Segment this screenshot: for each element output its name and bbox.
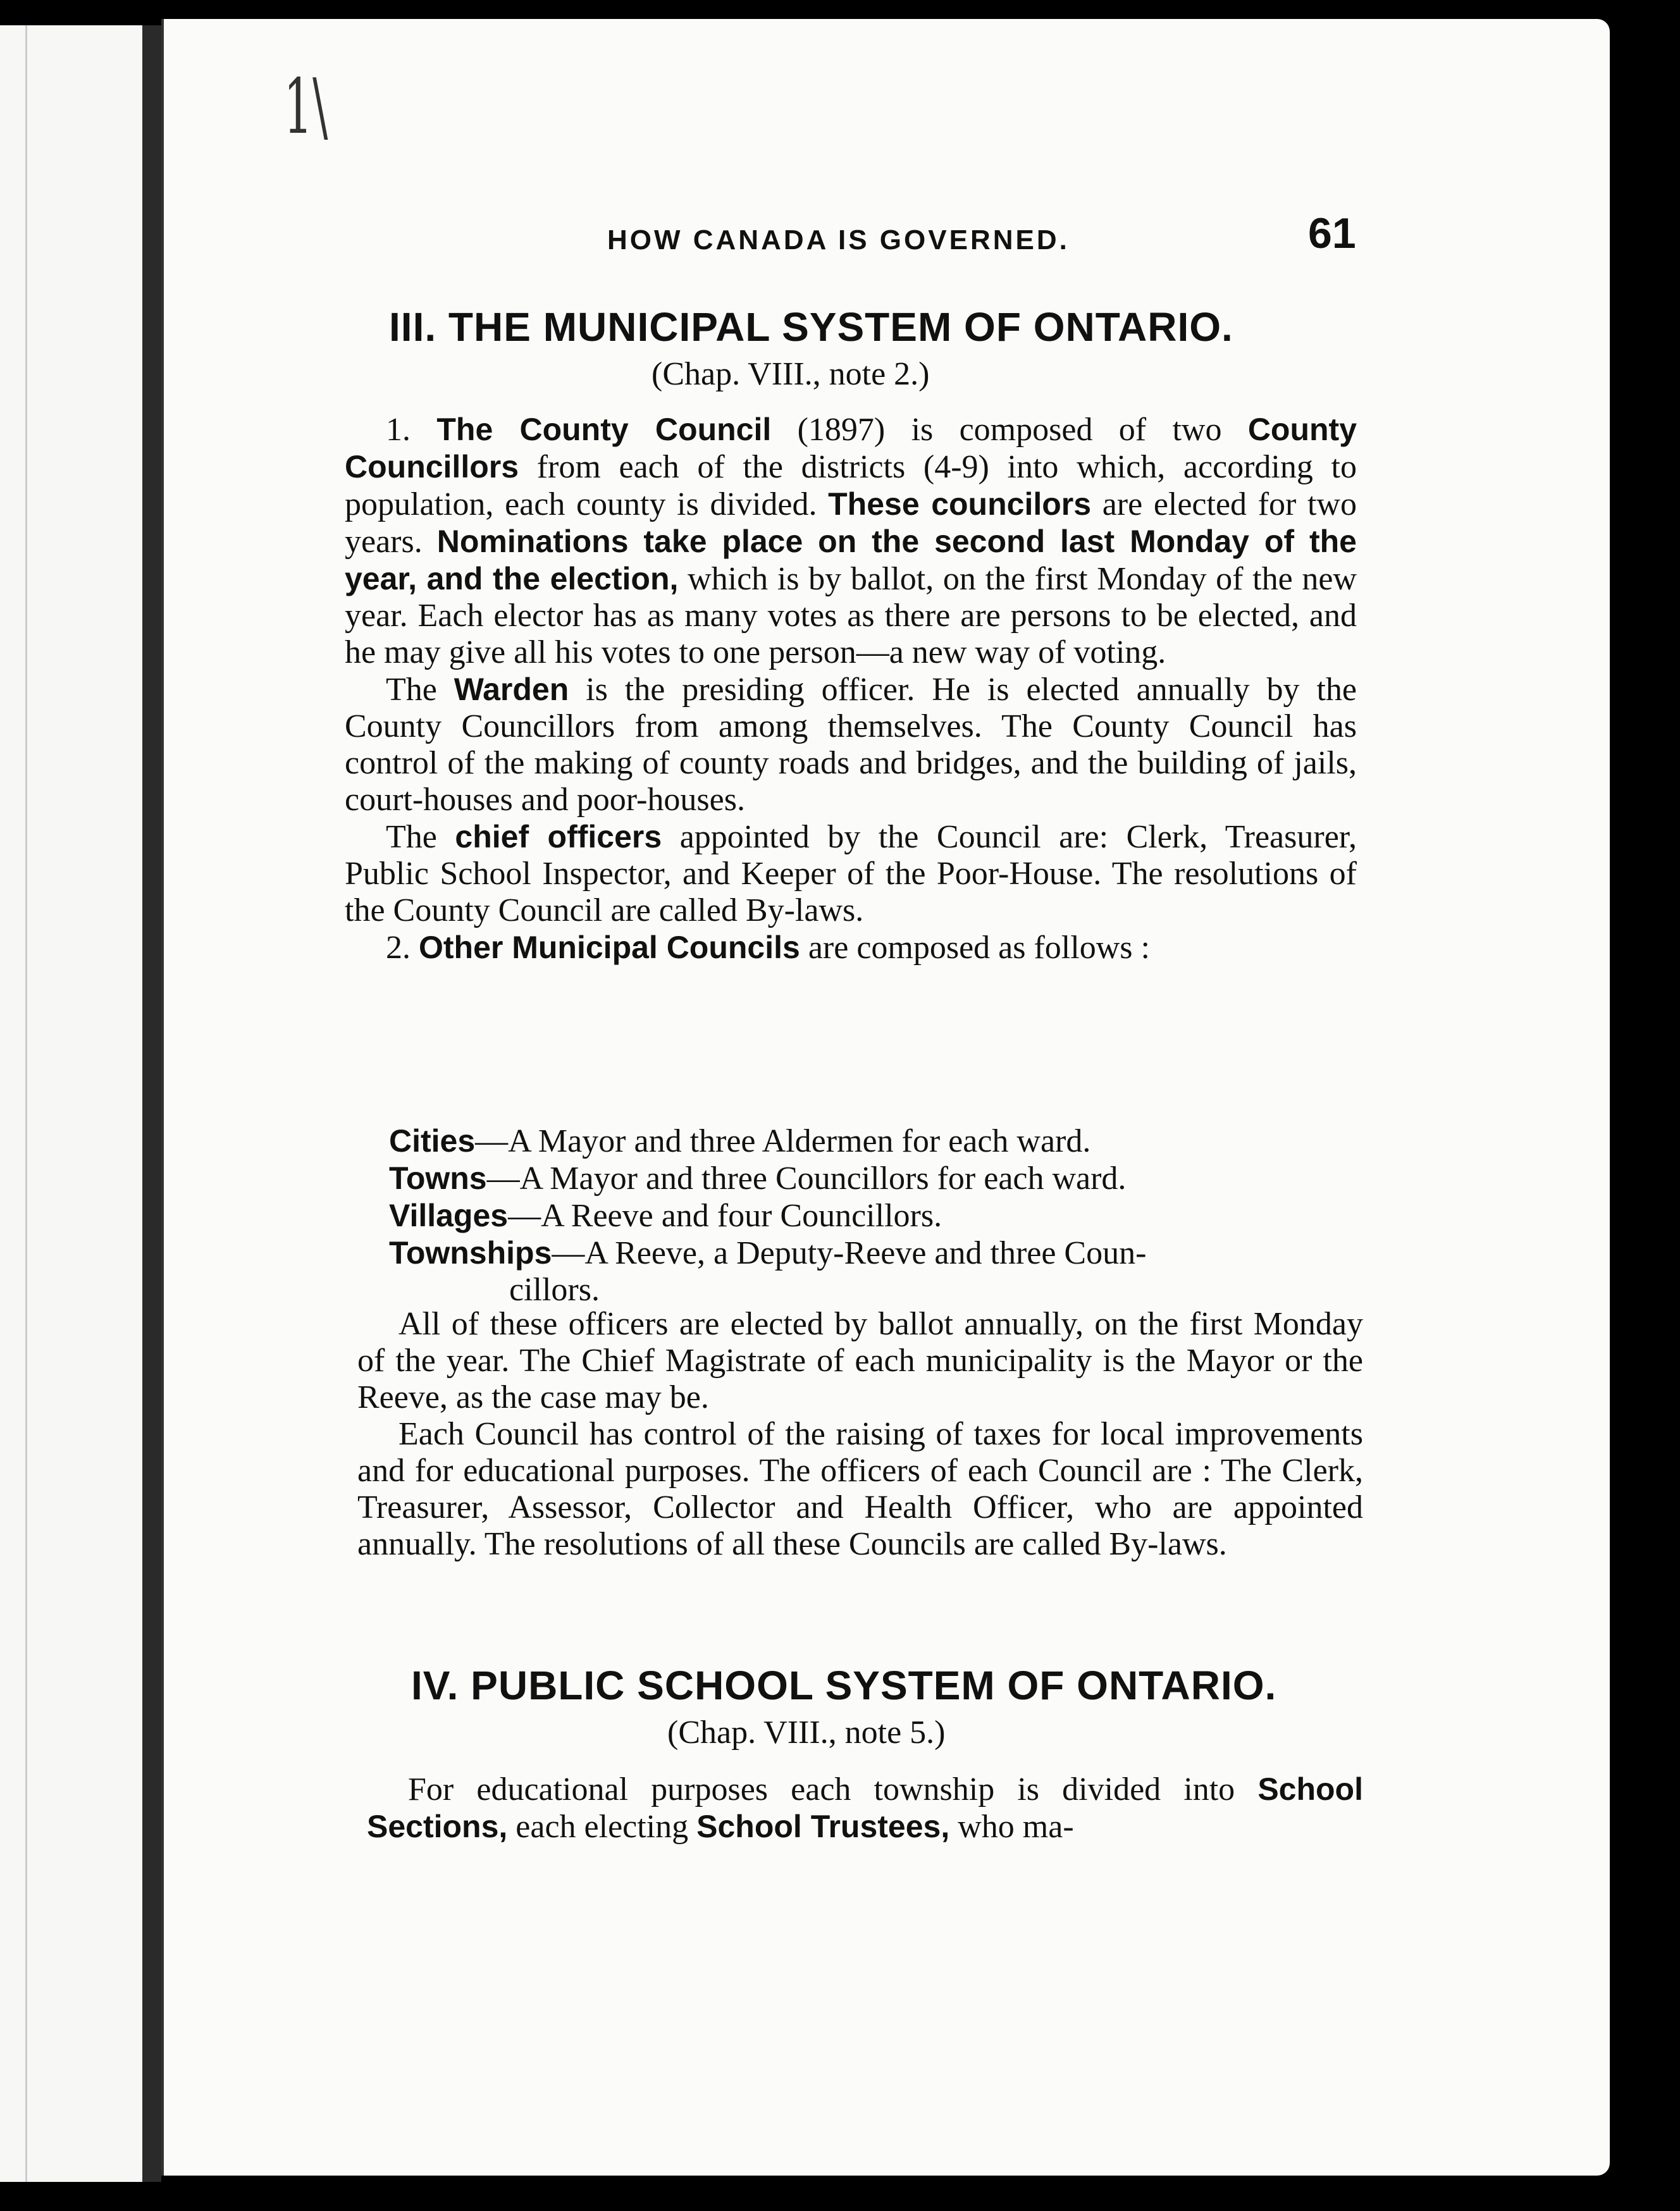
book-gutter xyxy=(142,25,161,2182)
page-number: 61 xyxy=(1308,209,1356,257)
section-body-public-school xyxy=(367,1771,1363,1845)
list-item: Villages—A Reeve and four Councillors. xyxy=(389,1198,942,1234)
paragraph-chief-officers: The chief officers appointed by the Council are: Clerk, Treasurer, Public School Inspector, and Keeper of the Poor-House. The resolutions of the County Council are called By-laws. xyxy=(345,819,1357,928)
paragraph-county-council: 1. The County Council (1897) is composed of two County Councillors from each of the districts (4-9) into which, according to population, each county is divided. These councilors are elected for two years. Nominations take place on the second last Monday of the year, and the election, which is by ballot, on the first Monday of the new year. Each elector has as many votes as there are persons to be elected, and he may give all his votes to one person—a new way of voting. xyxy=(345,412,1357,670)
running-head: HOW CANADA IS GOVERNED. xyxy=(607,225,1070,256)
list-item: Towns—A Mayor and three Councillors for each ward. xyxy=(389,1161,1127,1197)
council-composition-list xyxy=(389,1123,1363,1309)
section-heading-public-school: IV. PUBLIC SCHOOL SYSTEM OF ONTARIO. xyxy=(411,1663,1277,1708)
margin-mark: 1\ xyxy=(283,63,328,151)
chapter-reference-municipal: (Chap. VIII., note 2.) xyxy=(652,356,930,392)
list-item: Cities—A Mayor and three Aldermen for each ward. xyxy=(389,1123,1091,1159)
paragraph-other-councils: 2. Other Municipal Councils are composed as follows : xyxy=(386,930,1150,966)
facing-page-edge xyxy=(0,25,145,2182)
section-heading-municipal: III. THE MUNICIPAL SYSTEM OF ONTARIO. xyxy=(389,304,1233,350)
section-body-municipal-cont xyxy=(357,1306,1363,1563)
section-body-municipal xyxy=(345,411,1357,966)
chapter-reference-public-school: (Chap. VIII., note 5.) xyxy=(667,1715,946,1751)
list-item-continuation: cillors. xyxy=(509,1272,600,1308)
paragraph-election-of-officers: All of these officers are elected by ballot annually, on the first Monday of the year. The Chief Magistrate of each municipality is the Mayor or the Reeve, as the case may be. xyxy=(357,1306,1363,1415)
list-item: Townships—A Reeve, a Deputy-Reeve and three Coun- xyxy=(389,1235,1147,1271)
paragraph-warden: The Warden is the presiding officer. He is elected annually by the County Councillors from among themselves. The County Council has control of the making of county roads and bridges, and the building of jails, court-houses and poor-houses. xyxy=(345,672,1357,818)
paragraph-council-control: Each Council has control of the raising of taxes for local improvements and for educational purposes. The officers of each Council are : The Clerk, Treasurer, Assessor, Collector and Health Officer, who are appointed annually. The resolutions of all these Councils are called By-laws. xyxy=(357,1416,1363,1562)
paragraph-school-sections: For educational purposes each township is divided into School Sections, each electing School Trustees, who ma- xyxy=(367,1771,1363,1845)
